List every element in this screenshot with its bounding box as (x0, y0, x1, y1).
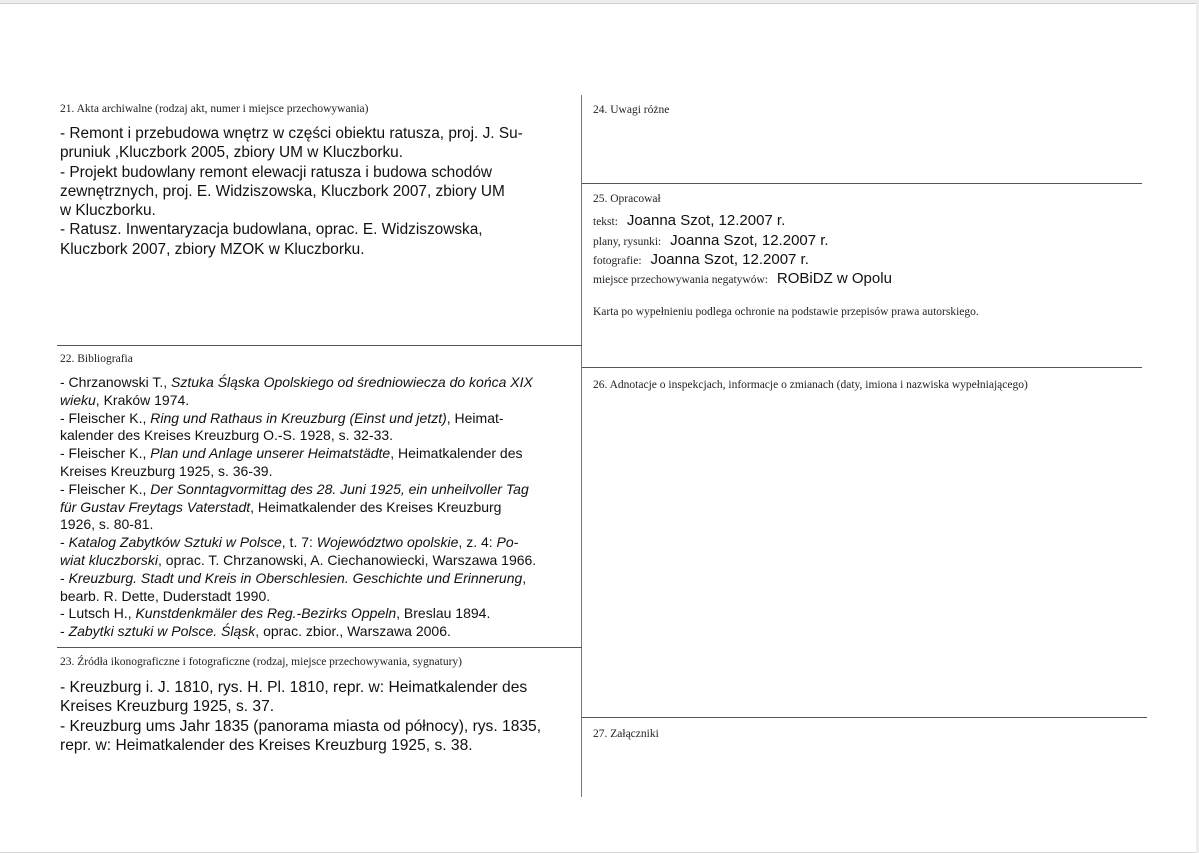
section-24-label: 24. Uwagi różne (593, 104, 670, 116)
section-21-label: 21. Akta archiwalne (rodzaj akt, numer i miejsce przechowywania) (60, 103, 369, 115)
divider-21-22 (57, 345, 582, 346)
bibliography-line (60, 427, 585, 445)
bibliography-text: , Heimatkalender des Kreises Kreuzburg (250, 498, 502, 515)
bibliography-line (60, 410, 585, 428)
bibliography-list (60, 374, 585, 641)
bibliography-title: Po- (496, 534, 519, 551)
bibliography-text: , z. 4: (458, 534, 497, 551)
bibliography-text: - (60, 534, 69, 551)
row-key: miejsce przechowywania negatywów: (593, 274, 768, 286)
bibliography-text: kalender des Kreises Kreuzburg O.-S. 1928, s. 32-33. (60, 427, 394, 444)
bibliography-title: Katalog Zabytków Sztuki w Polsce (68, 534, 282, 551)
divider-22-23 (57, 647, 582, 648)
bibliography-text: , t. 7: (281, 534, 317, 551)
bibliography-line (60, 392, 585, 410)
bibliography-text: 1926, s. 80-81. (60, 516, 154, 533)
bibliography-text: , Breslau 1894. (396, 605, 491, 622)
source-line: - Kreuzburg ums Jahr 1835 (panorama miasta od północy), rys. 1835, (60, 717, 542, 735)
bibliography-line (60, 534, 585, 552)
bibliography-title: für Gustav Freytags Vaterstadt (60, 498, 251, 515)
bibliography-text: bearb. R. Dette, Duderstadt 1990. (60, 587, 271, 604)
bibliography-line (60, 445, 585, 463)
bibliography-line (60, 374, 585, 392)
bibliography-text: , oprac. zbior., Warszawa 2006. (255, 623, 451, 640)
section-25-label: 25. Opracował (593, 193, 661, 205)
bibliography-title: Kunstdenkmäler des Reg.-Bezirks Oppeln (135, 605, 397, 622)
bibliography-title: Zabytki sztuki w Polsce. Śląsk (68, 623, 256, 640)
bibliography-line (60, 570, 585, 588)
row-value: Joanna Szot, 12.2007 r. (650, 251, 809, 268)
bibliography-text: - (60, 569, 69, 586)
row-key: tekst: (593, 216, 618, 228)
bibliography-title: Plan und Anlage unserer Heimatstädte (150, 445, 391, 462)
archive-line: Kluczbork 2007, zbiory MZOK w Kluczborku. (60, 240, 365, 258)
bibliography-line (60, 481, 585, 499)
bibliography-line (60, 623, 585, 641)
source-line: repr. w: Heimatkalender des Kreises Kreuzburg 1925, s. 38. (60, 736, 473, 754)
section-21-content (60, 124, 580, 259)
bibliography-text: - Chrzanowski T., (60, 374, 171, 390)
archive-line: - Ratusz. Inwentaryzacja budowlana, oprac. E. Widziszowska, (60, 221, 483, 239)
row-key: fotografie: (593, 255, 642, 267)
bibliography-title: wiat kluczborski (60, 551, 159, 568)
archive-line: w Kluczborku. (60, 202, 156, 220)
bibliography-text: - (60, 623, 69, 640)
bibliography-title: Der Sonntagvormittag des 28. Juni 1925, ein unheilvoller Tag (150, 480, 529, 497)
archive-line: pruniuk ,Kluczbork 2005, zbiory UM w Kluczborku. (60, 144, 404, 162)
bibliography-text: , Heimat- (446, 409, 504, 426)
source-line: - Kreuzburg i. J. 1810, rys. H. Pl. 1810, repr. w: Heimatkalender des (60, 679, 528, 696)
bibliography-title: wieku (60, 391, 96, 408)
section-26-label: 26. Adnotacje o inspekcjach, informacje o zmianach (daty, imiona i nazwiska wypełniającego) (593, 379, 1028, 391)
bibliography-text: , oprac. T. Chrzanowski, A. Ciechanowiecki, Warszawa 1966. (158, 551, 537, 568)
row-value: Joanna Szot, 12.2007 r. (670, 232, 829, 249)
author-row-plans (593, 232, 829, 250)
section-22-label: 22. Bibliografia (60, 353, 133, 365)
bibliography-title: Województwo opolskie (316, 534, 459, 551)
section-23-content (60, 678, 585, 755)
row-value: Joanna Szot, 12.2007 r. (626, 212, 786, 229)
bibliography-line (60, 499, 585, 517)
bibliography-text: - Lutsch H., (60, 605, 136, 622)
divider-24-25 (582, 183, 1142, 184)
bibliography-text: , Heimatkalender des (390, 445, 523, 462)
divider-26-27 (582, 717, 1147, 718)
row-key: plany, rysunki: (593, 236, 662, 248)
author-row-negatives (593, 270, 892, 288)
author-row-text (593, 212, 785, 230)
copyright-note: Karta po wypełnieniu podlega ochronie na podstawie przepisów prawa autorskiego. (593, 306, 979, 318)
bibliography-title: Sztuka Śląska Opolskiego od średniowiecza do końca XIX (171, 374, 533, 390)
section-23-label: 23. Źródła ikonograficzne i fotograficzne (rodzaj, miejsce przechowywania, sygnatury) (60, 656, 463, 668)
author-row-photos (593, 251, 809, 269)
bibliography-line (60, 588, 585, 606)
section-27-label: 27. Załączniki (593, 728, 659, 740)
archive-line: zewnętrznych, proj. E. Widziszowska, Kluczbork 2007, zbiory UM (60, 182, 505, 200)
bibliography-line (60, 552, 585, 570)
source-line: Kreises Kreuzburg 1925, s. 37. (60, 698, 275, 716)
bibliography-text: - Fleischer K., (60, 409, 151, 426)
bibliography-title: Ring und Rathaus in Kreuzburg (Einst und jetzt) (150, 409, 447, 426)
archive-line: - Remont i przebudowa wnętrz w części obiektu ratusza, proj. J. Su- (60, 125, 523, 142)
bibliography-text: , (522, 569, 527, 586)
row-value: ROBiDZ w Opolu (776, 270, 892, 287)
bibliography-text: - Fleischer K., (60, 445, 151, 462)
bibliography-line (60, 463, 585, 481)
bibliography-text: - Fleischer K., (60, 480, 151, 497)
divider-25-26 (582, 367, 1142, 368)
bibliography-line (60, 516, 585, 534)
archive-line: - Projekt budowlany remont elewacji ratusza i budowa schodów (60, 163, 493, 181)
bibliography-line (60, 605, 585, 623)
bibliography-text: Kreises Kreuzburg 1925, s. 36-39. (60, 462, 273, 479)
bibliography-text: , Kraków 1974. (95, 391, 190, 408)
bibliography-title: Kreuzburg. Stadt und Kreis in Oberschlesien. Geschichte und Erinnerung (68, 569, 523, 586)
